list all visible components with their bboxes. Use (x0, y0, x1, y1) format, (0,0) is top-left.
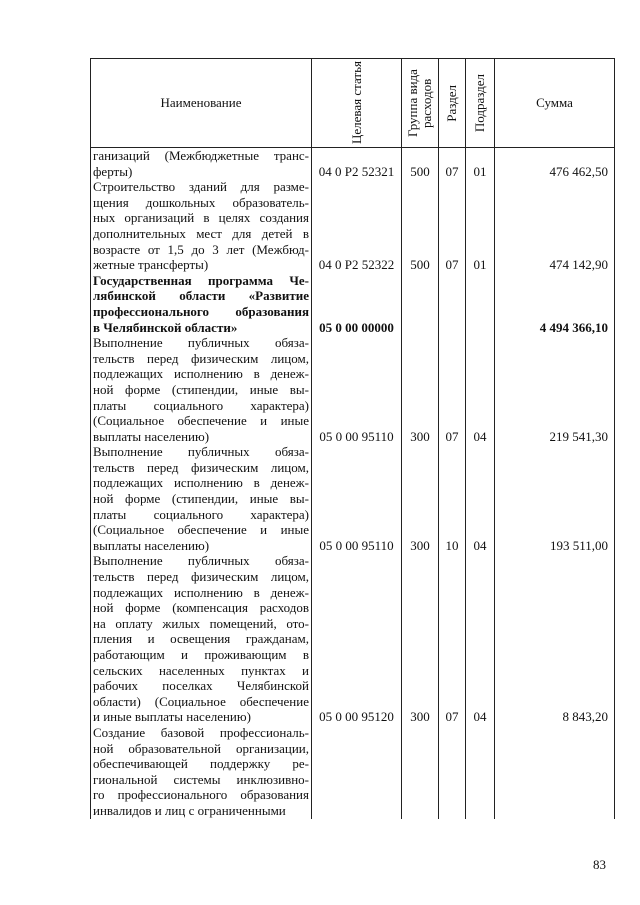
row-group (402, 273, 439, 335)
row-name-line: рабочих поселках Челябинской (93, 678, 309, 694)
row-name-line: платы социального характера) (93, 506, 309, 522)
row-section: 07 (439, 148, 466, 180)
row-name-line: го профессионального образования (93, 787, 309, 803)
row-name-line: Создание базовой профессиональ- (93, 724, 309, 740)
row-name-line: подлежащих исполнению в денеж- (93, 475, 309, 491)
row-subsection: 01 (466, 148, 495, 180)
row-name-line: подлежащих исполнению в денеж- (93, 366, 309, 382)
row-group: 300 (402, 335, 439, 444)
row-subsection: 04 (466, 553, 495, 725)
row-name (91, 148, 312, 180)
row-sum: 476 462,50 (495, 148, 615, 180)
header-group (402, 59, 439, 148)
row-target: 05 0 00 95120 (312, 553, 402, 725)
table-row (91, 335, 615, 444)
table-body (91, 148, 615, 819)
row-name-line: жетные трансферты) (93, 257, 209, 273)
row-name-line: ферты) (93, 163, 133, 179)
row-name-line: лябинской области «Развитие (93, 288, 309, 304)
row-target (312, 725, 402, 819)
table-row (91, 553, 615, 725)
header-group-text: Группа вида расходов (405, 69, 434, 137)
header-sum: Сумма (495, 59, 615, 148)
row-name-line: ной форме (стипендии, иные вы- (93, 381, 309, 397)
row-group: 500 (402, 179, 439, 273)
header-target (312, 59, 402, 148)
row-section: 10 (439, 444, 466, 553)
row-subsection: 01 (466, 179, 495, 273)
header-target-text: Целевая статья (348, 61, 364, 145)
header-section (439, 59, 466, 148)
budget-table (90, 58, 615, 819)
row-name-line: пления и освещения гражданам, (93, 631, 309, 647)
table-row (91, 179, 615, 273)
header-name: Наименование (91, 59, 312, 148)
row-name-line: и иные выплаты населению) (93, 709, 251, 725)
row-name (91, 444, 312, 553)
row-name (91, 725, 312, 819)
row-name (91, 553, 312, 725)
row-name-line: ной форме (стипендии, иные вы- (93, 491, 309, 507)
row-name-line: ганизаций (Межбюджетные транс- (93, 148, 309, 163)
row-name-line: области) (Социальное обеспечение (93, 693, 309, 709)
row-name-line: Государственная программа Че- (93, 272, 309, 288)
row-name-line: ной образовательной организации, (93, 740, 309, 756)
row-name-line: Выполнение публичных обяза- (93, 335, 309, 351)
row-group: 300 (402, 444, 439, 553)
row-section: 07 (439, 335, 466, 444)
row-target: 04 0 Р2 52322 (312, 179, 402, 273)
row-name-line: платы социального характера) (93, 397, 309, 413)
header-section-text: Раздел (444, 84, 459, 122)
row-name-line: ной форме (компенсация расходов (93, 600, 309, 616)
row-subsection (466, 725, 495, 819)
row-sum (495, 725, 615, 819)
row-name-line: (Социальное обеспечение и иные (93, 413, 309, 429)
row-name-line: Выполнение публичных обяза- (93, 444, 309, 460)
row-group: 500 (402, 148, 439, 180)
row-name (91, 179, 312, 273)
row-name-line: возрасте от 1,5 до 3 лет (Межбюд- (93, 241, 309, 257)
row-name-line: тельств перед физическим лицом, (93, 350, 309, 366)
row-name-line: щения дошкольных образователь- (93, 194, 309, 210)
row-target: 05 0 00 95110 (312, 444, 402, 553)
table-header-row (91, 59, 615, 148)
row-name-line: профессионального образования (93, 303, 309, 319)
row-name-line: тельств перед физическим лицом, (93, 569, 309, 585)
row-subsection: 04 (466, 444, 495, 553)
row-name-line: тельств перед физическим лицом, (93, 459, 309, 475)
table-row (91, 273, 615, 335)
row-target: 05 0 00 95110 (312, 335, 402, 444)
row-subsection (466, 273, 495, 335)
header-subsection (466, 59, 495, 148)
row-name-line: выплаты населению) (93, 428, 210, 444)
row-sum: 474 142,90 (495, 179, 615, 273)
row-name (91, 335, 312, 444)
row-name-line: ных организаций в целях создания (93, 210, 309, 226)
row-sum: 193 511,00 (495, 444, 615, 553)
row-name-line: на оплату жилых помещений, ото- (93, 615, 309, 631)
row-name-line: сельских населенных пунктах и (93, 662, 309, 678)
row-name-line: подлежащих исполнению в денеж- (93, 584, 309, 600)
row-name-line: дополнительных мест для детей в (93, 225, 309, 241)
row-name (91, 273, 312, 335)
row-group: 300 (402, 553, 439, 725)
row-name-line: выплаты населению) (93, 537, 210, 553)
row-sum: 4 494 366,10 (495, 273, 615, 335)
row-name-line: инвалидов и лиц с ограниченными (93, 802, 286, 818)
row-subsection: 04 (466, 335, 495, 444)
table-row (91, 148, 615, 180)
table-row (91, 444, 615, 553)
row-name-line: в Челябинской области» (93, 319, 238, 335)
row-section: 07 (439, 553, 466, 725)
row-target: 04 0 Р2 52321 (312, 148, 402, 180)
row-sum: 8 843,20 (495, 553, 615, 725)
row-name-line: Выполнение публичных обяза- (93, 553, 309, 569)
page-number: 83 (593, 857, 606, 872)
header-subsection-text: Подраздел (472, 73, 487, 133)
row-target: 05 0 00 00000 (312, 273, 402, 335)
row-name-line: обеспечивающей поддержку ре- (93, 756, 309, 772)
row-section (439, 725, 466, 819)
row-name-line: работающим и проживающим в (93, 647, 309, 662)
row-name-line: Строительство зданий для разме- (93, 179, 309, 195)
row-group (402, 725, 439, 819)
row-name-line: гиональной системы инклюзивно- (93, 771, 309, 787)
row-section (439, 273, 466, 335)
row-name-line: (Социальное обеспечение и иные (93, 522, 309, 538)
row-sum: 219 541,30 (495, 335, 615, 444)
table-row (91, 725, 615, 819)
row-section: 07 (439, 179, 466, 273)
